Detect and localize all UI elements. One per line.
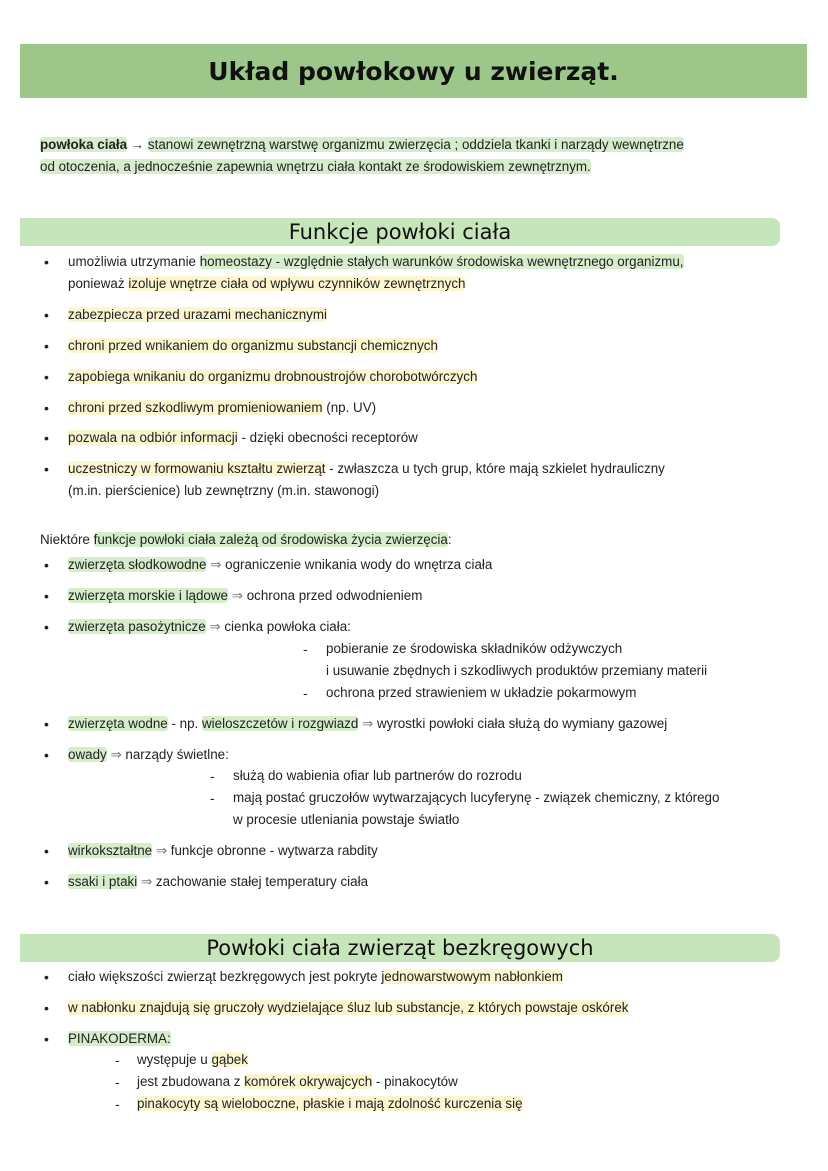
arrow-icon: ⇒	[228, 588, 247, 603]
dash-icon: -	[115, 1052, 120, 1068]
highlighted-text: PINAKODERMA:	[68, 1031, 171, 1046]
text: narządy świetlne:	[125, 747, 229, 762]
text: (m.in. pierścienice) lub zewnętrzny (m.in. stawonogi)	[68, 483, 380, 498]
dash-icon: -	[210, 768, 215, 784]
text-line	[68, 1030, 171, 1048]
dash-icon: -	[303, 685, 308, 701]
highlighted-text: zwierzęta morskie i lądowe	[68, 588, 229, 603]
bullet-icon: •	[44, 338, 49, 354]
text-line	[40, 531, 452, 549]
bullet-icon: •	[44, 254, 49, 270]
arrow-icon: ⇒	[358, 716, 377, 731]
text: (np. UV)	[322, 400, 377, 415]
text: - pinakocytów	[372, 1074, 458, 1089]
highlighted-text: zwierzęta pasożytnicze	[68, 619, 206, 634]
highlighted-text: wieloszczetów i rozgwiazd	[202, 716, 359, 731]
text: :	[447, 532, 452, 547]
text-line	[68, 460, 665, 478]
bullet-icon: •	[44, 369, 49, 385]
highlighted-text: zwierzęta wodne	[68, 716, 168, 731]
text-line	[68, 618, 351, 636]
section-heading: Powłoki ciała zwierząt bezkręgowych	[206, 936, 594, 960]
bullet-icon: •	[44, 1000, 49, 1016]
text: - dzięki obecności receptorów	[237, 430, 418, 445]
text: cienka powłoka ciała:	[224, 619, 351, 634]
bullet-icon: •	[44, 619, 49, 635]
highlighted-text: stanowi zewnętrzną warstwę organizmu zwierzęcia ; oddziela tkanki i narządy wewnętrzne	[147, 137, 684, 152]
text-line	[68, 999, 628, 1017]
text-line	[68, 275, 465, 293]
text-line	[68, 715, 667, 733]
text: Niektóre	[40, 532, 94, 547]
bullet-icon: •	[44, 747, 49, 763]
dash-icon: -	[115, 1096, 120, 1112]
text-line	[68, 368, 477, 386]
text-line	[137, 1095, 523, 1113]
highlighted-text: jednowarstwowym nabłonkiem	[381, 969, 563, 984]
highlighted-text: zapobiega wnikaniu do organizmu drobnoustrojów chorobotwórczych	[68, 369, 478, 384]
text: jest zbudowana z	[137, 1074, 245, 1089]
bullet-icon: •	[44, 307, 49, 323]
bullet-icon: •	[44, 461, 49, 477]
text: ponieważ	[68, 276, 129, 291]
highlighted-text: zwierzęta słodkowodne	[68, 557, 207, 572]
text-line	[68, 842, 378, 860]
text-line	[233, 789, 719, 807]
highlighted-text: wirkokształtne	[68, 843, 153, 858]
text-line	[68, 337, 438, 355]
text: ochrona przed odwodnieniem	[246, 588, 423, 603]
text: ciało większości zwierząt bezkręgowych jest pokryte	[68, 969, 382, 984]
text-line	[68, 556, 492, 574]
highlighted-text: izoluje wnętrze ciała od wpływu czynników zewnętrznych	[128, 276, 466, 291]
text-line	[68, 873, 368, 891]
text: w procesie utleniania powstaje światło	[233, 812, 460, 827]
text: umożliwia utrzymanie	[68, 254, 200, 269]
text: mają postać gruczołów wytwarzających lucyferynę - związek chemiczny, z którego	[233, 790, 720, 805]
arrow-icon: ⇒	[152, 843, 171, 858]
dash-icon: -	[210, 790, 215, 806]
text-line	[326, 662, 707, 680]
highlighted-text: w nabłonku znajdują się gruczoły wydzielające śluz lub substancje, z których powstaje oskórek	[68, 1000, 629, 1015]
highlighted-text: pinakocyty są wieloboczne, płaskie i mają zdolność kurczenia się	[137, 1096, 523, 1111]
text-line	[68, 306, 327, 324]
text-line	[233, 811, 459, 829]
text: wyrostki powłoki ciała służą do wymiany gazowej	[376, 716, 668, 731]
text-line	[68, 587, 422, 605]
highlighted-text: komórek okrywajcych	[244, 1074, 373, 1089]
highlighted-text: owady	[68, 747, 107, 762]
section-heading: Funkcje powłoki ciała	[288, 220, 512, 244]
highlighted-text: pozwala na odbiór informacji	[68, 430, 238, 445]
section-heading-bar	[20, 218, 780, 246]
highlighted-text: gąbek	[211, 1052, 248, 1067]
text: - np.	[167, 716, 202, 731]
bullet-icon: •	[44, 588, 49, 604]
page-title-bar	[20, 44, 807, 98]
highlighted-text: zabezpiecza przed urazami mechanicznymi	[68, 307, 327, 322]
text: ograniczenie wnikania wody do wnętrza ciała	[225, 557, 493, 572]
section-heading-bar	[20, 934, 780, 962]
bullet-icon: •	[44, 969, 49, 985]
highlighted-text: powłoka ciała	[40, 137, 128, 152]
dash-icon: -	[303, 641, 308, 657]
highlighted-text: chroni przed szkodliwym promieniowaniem	[68, 400, 323, 415]
bullet-icon: •	[44, 843, 49, 859]
text-line	[68, 253, 684, 271]
text-line	[326, 640, 622, 658]
text: występuje u	[137, 1052, 212, 1067]
text-line	[68, 746, 229, 764]
text-line	[40, 158, 591, 176]
arrow-icon: ⇒	[205, 619, 225, 634]
bullet-icon: •	[44, 1031, 49, 1047]
text: pobieranie ze środowiska składników odżywczych	[326, 641, 623, 656]
highlighted-text: ssaki i ptaki	[68, 874, 138, 889]
text-line	[137, 1073, 458, 1091]
text-line	[233, 767, 522, 785]
bullet-icon: •	[44, 400, 49, 416]
text-line	[326, 684, 636, 702]
text-line	[68, 399, 376, 417]
text-line	[68, 482, 379, 500]
text: zachowanie stałej temperatury ciała	[155, 874, 369, 889]
text-line	[40, 136, 684, 154]
highlighted-text: uczestniczy w formowaniu kształtu zwierząt	[68, 461, 326, 476]
text-line	[137, 1051, 248, 1069]
text: ochrona przed strawieniem w układzie pokarmowym	[326, 685, 637, 700]
text: i usuwanie zbędnych i szkodliwych produktów przemiany materii	[326, 663, 708, 678]
highlighted-text: od otoczenia, a jednocześnie zapewnia wnętrzu ciała kontakt ze środowiskiem zewnętrznym.	[40, 159, 591, 174]
bullet-icon: •	[44, 430, 49, 446]
dash-icon: -	[115, 1074, 120, 1090]
page-title: Układ powłokowy u zwierząt.	[208, 56, 619, 86]
bullet-icon: •	[44, 874, 49, 890]
arrow-icon: ⇒	[137, 874, 156, 889]
text: - zwłaszcza u tych grup, które mają szkielet hydrauliczny	[325, 461, 665, 476]
highlighted-text: homeostazy - względnie stałych warunków środowiska wewnętrznego organizmu,	[199, 254, 684, 269]
highlighted-text: chroni przed wnikaniem do organizmu substancji chemicznych	[68, 338, 438, 353]
highlighted-text: funkcje powłoki ciała zależą od środowiska życia zwierzęcia	[93, 532, 448, 547]
text-line	[68, 429, 418, 447]
bullet-icon: •	[44, 557, 49, 573]
text-line	[68, 968, 563, 986]
text: →	[127, 137, 148, 152]
arrow-icon: ⇒	[106, 747, 126, 762]
text: służą do wabienia ofiar lub partnerów do rozrodu	[233, 768, 522, 783]
text: funkcje obronne - wytwarza rabdity	[170, 843, 378, 858]
arrow-icon: ⇒	[206, 557, 226, 572]
bullet-icon: •	[44, 716, 49, 732]
